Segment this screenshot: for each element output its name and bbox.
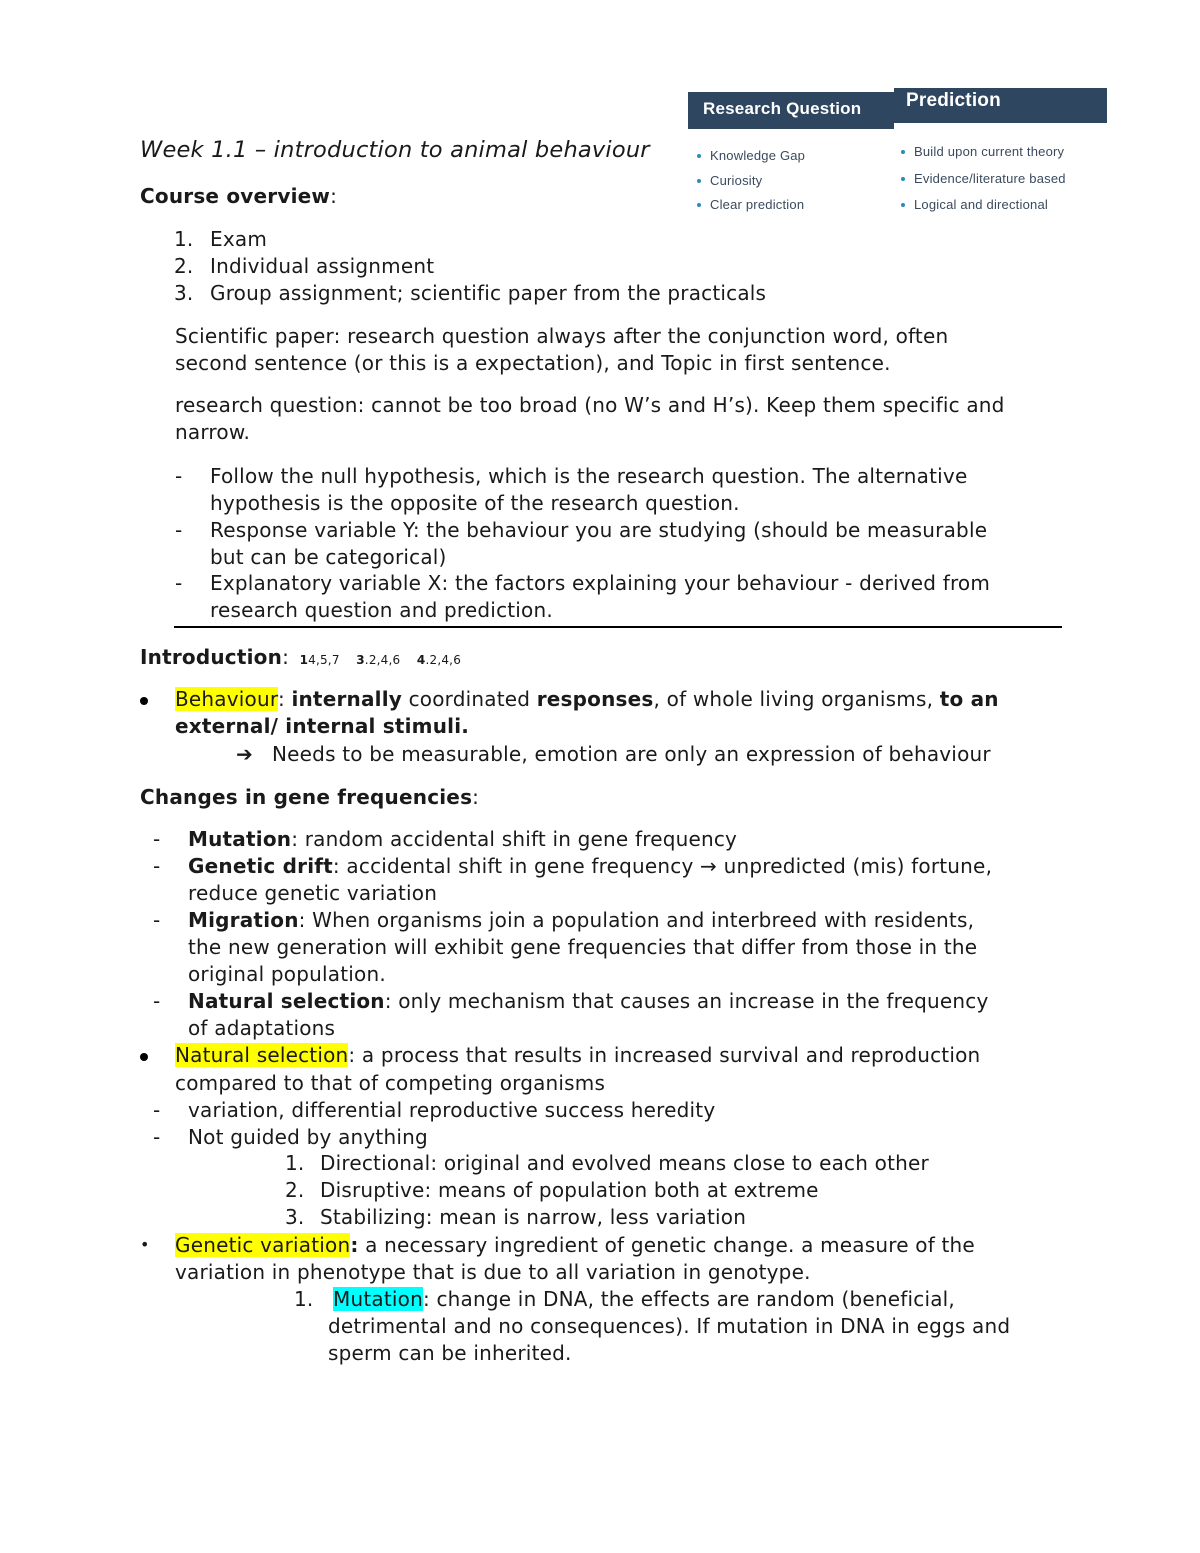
natural-selection-definition-1: Natural selection: a process that results in increased survival and reproduction — [175, 1043, 981, 1067]
introduction-heading: Introduction: 14,5,7 3.2,4,6 4.2,4,6 — [140, 645, 462, 669]
pred-item-current-theory: Build upon current theory — [914, 144, 1065, 159]
null-hypothesis-text-2: hypothesis is the opposite of the research question. — [210, 491, 740, 515]
selection-num-1: 1. — [285, 1151, 305, 1175]
overview-item-group: Group assignment; scientific paper from the practicals — [210, 281, 767, 305]
overview-num-1: 1. — [174, 227, 194, 251]
behaviour-definition-2: external/ internal stimuli. — [175, 714, 470, 738]
research-question-header: Research Question — [703, 99, 862, 118]
dash-marker: - — [175, 518, 183, 542]
rq-item-clear-prediction: Clear prediction — [710, 197, 805, 212]
research-question-text-2: narrow. — [175, 420, 251, 444]
bullet-icon: • — [140, 1235, 150, 1254]
dash-marker: - — [153, 854, 161, 878]
genvar-mutation-2: detrimental and no consequences). If mutation in DNA in eggs and — [328, 1314, 1011, 1338]
research-question-text-1: research question: cannot be too broad (no W’s and H’s). Keep them specific and — [175, 393, 1005, 417]
genvar-mutation-3: sperm can be inherited. — [328, 1341, 572, 1365]
genvar-mutation-1: Mutation: change in DNA, the effects are random (beneficial, — [333, 1287, 955, 1311]
rq-item-curiosity: Curiosity — [710, 173, 763, 188]
overview-num-2: 2. — [174, 254, 194, 278]
research-question-prediction-figure — [688, 88, 1107, 228]
dash-marker: - — [175, 571, 183, 595]
dash-marker: - — [153, 827, 161, 851]
overview-num-3: 3. — [174, 281, 194, 305]
natural-selection-variation: variation, differential reproductive success heredity — [188, 1098, 716, 1122]
bullet-icon — [140, 697, 148, 705]
pred-item-logical: Logical and directional — [914, 197, 1048, 212]
selection-disruptive: Disruptive: means of population both at extreme — [320, 1178, 819, 1202]
overview-item-individual: Individual assignment — [210, 254, 435, 278]
natural-selection-item-2: of adaptations — [188, 1016, 336, 1040]
null-hypothesis-text-1: Follow the null hypothesis, which is the research question. The alternative — [210, 464, 968, 488]
explanatory-variable-text-1: Explanatory variable X: the factors explaining your behaviour - derived from — [210, 571, 991, 595]
page-title: Week 1.1 – introduction to animal behaviour — [140, 137, 650, 163]
bullet-icon — [140, 1053, 148, 1061]
behaviour-definition-1: Behaviour: internally coordinated responses, of whole living organisms, to an — [175, 687, 999, 711]
course-overview-heading: Course overview: — [140, 184, 338, 208]
dash-marker: - — [153, 1098, 161, 1122]
genetic-drift-item-2: reduce genetic variation — [188, 881, 438, 905]
dash-marker: - — [175, 464, 183, 488]
dash-marker: - — [153, 1125, 161, 1149]
pred-item-evidence: Evidence/literature based — [914, 171, 1066, 186]
genvar-num-1: 1. — [294, 1287, 314, 1311]
migration-item-1: Migration: When organisms join a population and interbreed with residents, — [188, 908, 975, 932]
genetic-variation-definition-1: Genetic variation: a necessary ingredient of genetic change. a measure of the — [175, 1233, 975, 1257]
genetic-drift-item-1: Genetic drift: accidental shift in gene frequency → unpredicted (mis) fortune, — [188, 854, 993, 878]
natural-selection-definition-2: compared to that of competing organisms — [175, 1071, 606, 1095]
prediction-header: Prediction — [906, 90, 1001, 111]
gene-frequencies-heading: Changes in gene frequencies: — [140, 785, 480, 809]
selection-stabilizing: Stabilizing: mean is narrow, less variation — [320, 1205, 747, 1229]
scientific-paper-text-2: second sentence (or this is a expectation), and Topic in first sentence. — [175, 351, 891, 375]
section-divider — [174, 626, 1062, 628]
selection-num-3: 3. — [285, 1205, 305, 1229]
migration-item-3: original population. — [188, 962, 386, 986]
natural-selection-item-1: Natural selection: only mechanism that causes an increase in the frequency — [188, 989, 989, 1013]
natural-selection-not-guided: Not guided by anything — [188, 1125, 428, 1149]
rq-item-knowledge-gap: Knowledge Gap — [710, 148, 806, 163]
response-variable-text-1: Response variable Y: the behaviour you are studying (should be measurable — [210, 518, 988, 542]
response-variable-text-2: but can be categorical) — [210, 545, 447, 569]
dash-marker: - — [153, 908, 161, 932]
selection-directional: Directional: original and evolved means close to each other — [320, 1151, 929, 1175]
dash-marker: - — [153, 989, 161, 1013]
explanatory-variable-text-2: research question and prediction. — [210, 598, 553, 622]
overview-item-exam: Exam — [210, 227, 268, 251]
migration-item-2: the new generation will exhibit gene frequencies that differ from those in the — [188, 935, 978, 959]
scientific-paper-text-1: Scientific paper: research question always after the conjunction word, often — [175, 324, 949, 348]
mutation-item: Mutation: random accidental shift in gene frequency — [188, 827, 738, 851]
behaviour-note: Needs to be measurable, emotion are only an expression of behaviour — [272, 742, 991, 766]
selection-num-2: 2. — [285, 1178, 305, 1202]
arrow-icon: ➔ — [236, 742, 253, 766]
genetic-variation-definition-2: variation in phenotype that is due to all variation in genotype. — [175, 1260, 811, 1284]
